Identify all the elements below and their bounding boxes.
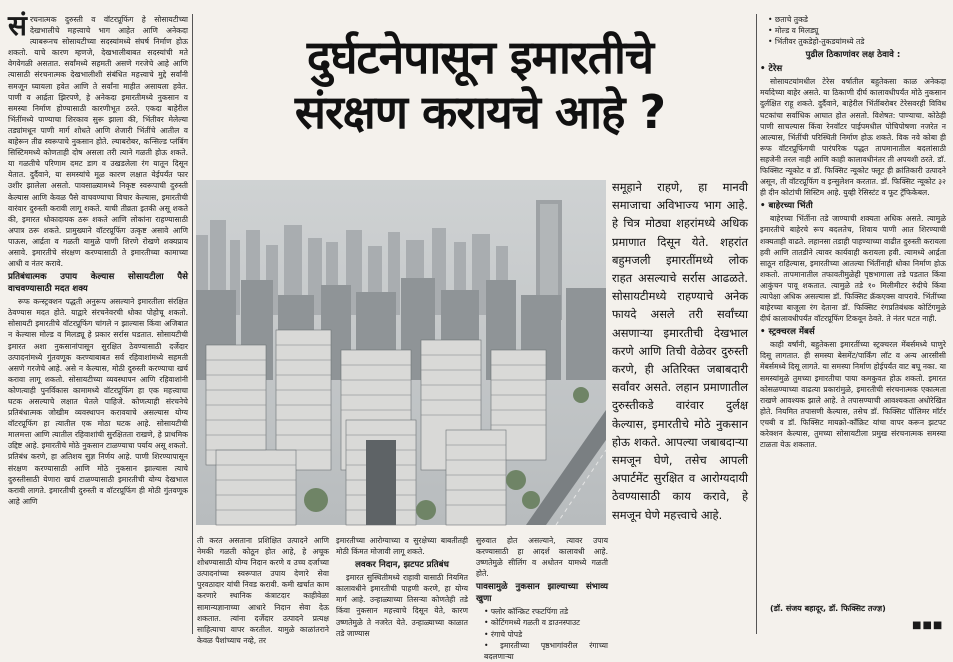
column-4-subheading: पावसामुळे नुकसान झाल्याच्या संभाव्य खुणा: [476, 582, 608, 605]
article-column-2: [197, 535, 329, 645]
column-1-paragraph-1: रचनात्मक दुरुस्ती व वॉटरप्रूफिंग हे सोसायटीच्या देखभालीचे महत्त्वाचे भाग आहेत आणि अनेकदा त्याबरूनच सोसायटीच्या सदस्यांमध्ये संघर्ष निर्माण होऊ शकतो. याचे कारण म्हणजे, देखभालीबाबत सदस्यांची मते वेगवेगळी असतात. सर्वांमध्ये सहमती असणे गरजेचे आहे आणि त्यासाठी संरचनात्मक देखभालीशी संबंधित महत्त्वाचे मुद्दे सर्वांनी समजून घ्यायला हवेत आणि ते सर्वांना माहीत असायला हवेत. पाणी व आर्द्रता झिरपणे, हे अनेकदा इमारतीमध्ये नुकसान व समस्या निर्माण होण्यासाठी कारणीभूत ठरते. एकदा बाहेरील भिंतींमध्ये पाण्याचा शिरकाव सुरू झाला की, भिंतीवर मेलेल्या तड्यांमधून पाणी मार्ग शोधते आणि शेजारी भिंतींचे आतील व बाहेरून तीव्र स्वरूपाचे नुकसान होते. ल्याबरोबर, कन्सिल्ड प्लंबिंग सिस्टिममध्ये कोणताही दोष असला तरी त्याने गळती होऊ शकते. या गळतीचे परिणाम दमट डाग व उखडलेला रंग यातून दिसून येतात. दुर्दैवाने, या समस्यांचे मूळ कारण लक्षात येईपर्यंत फार उशीर झालेला असतो. पावसाळ्यामध्ये निकृष्ट स्वरूपाची दुरुस्ती केल्यास आणि केवळ पैसे वाचवण्याचा विचार केल्यास, इमारतीची वारंवार दुरुस्ती करावी लागू शकते. याची तीव्रता इतकी असू शकते की, इमारत धोकादायक ठरू शकते आणि लोकांना राहण्यासाठी अपात्र ठरू शकते. प्रामुख्याने वॉटरप्रूफिंग उत्कृष्ट असावे आणि पाऊस, आर्द्रता व गळती यामुळे पाणी शिरणे रोखणे शक्यप्राय असावे. इमारतीचे संरक्षण करण्यासाठी ते इमारतीच्या कामाच्या आधी व नंतर करावे.: [8, 15, 188, 269]
rain-damage-signs-list: [476, 606, 608, 661]
exterior-walls-paragraph: बाहेरच्या भिंतींना तडे जाण्याची शक्यता अधिक असते. त्यामुळे इमारतीचे बाहेरचे रूप बदलतेच, शिवाय पाणी आत शिरण्याची शक्यताही वाढते. लहानसा तडाही पाहण्याच्या वाढीत दुरुस्ती करायला हवी आणि तातडीने त्यावर कार्यवाही करायला हवी. त्यामध्ये आर्द्रता साठून राहिल्यास, इमारतीच्या आतल्या भिंतींनाही धोका निर्माण होऊ शकतो. तापमानातील तफावतीमुळेही पृष्ठभागाला तडे पडतात किंवा आकुंचन पावू शकतात. त्यामुळे तडे १० मिलीमीटर रुंदीचे किंवा त्यापेक्षा अधिक असल्यास डॉ. फिक्सिट क्रॅकएक्स वापरावे. भिंतींच्या बाहेरच्या बाजूला रंग देताना डॉ. फिक्सिट रंगप्रतिबंधक कोटिंगमुळे दीर्घ कालावधीपर्यंत वॉटरप्रूफिंग टिकवून ठेवते. ते नंतर घटत नाही.: [760, 214, 946, 324]
article-column-5: [760, 14, 946, 602]
article-column-1: [8, 9, 188, 636]
list-item: • इमारतीच्या पृष्ठभागांवरील रंगाच्या बदलणाऱ्या: [484, 640, 608, 662]
article-column-lede-continuation: [614, 540, 748, 635]
column-5-heading: पुढील ठिकाणांवर लक्ष ठेवावे :: [805, 50, 901, 61]
list-item: • भिंतीवर तुकडेहो-तुकडयांमध्ये तडे: [768, 36, 946, 47]
exterior-walls-heading: • बाहेरच्या भिंती: [760, 201, 813, 212]
end-mark: ■■■: [912, 620, 944, 631]
list-item: • छताचे तुकडे: [768, 14, 946, 25]
article-column-3: [336, 535, 468, 638]
list-item: • रंगाचे पोपडे: [484, 629, 608, 640]
column-1-subheading: प्रतिबंधात्मक उपाय केल्यास सोसायटीला पैसे वाचवण्यासाठी मदत शक्य: [8, 272, 188, 295]
list-item: • कोटिंगमध्ये गळती व डाउनस्पाउट: [484, 617, 608, 628]
byline: (डॉ. संजय बहादूर, डॉ. फिक्सिट तज्ज्ञ): [770, 604, 886, 613]
headline-line-2: संरक्षण करायचे आहे ?: [294, 85, 666, 139]
headline-line-1: दुर्घटनेपासून इमारतीचे: [306, 30, 654, 84]
problem-signs-list: [760, 14, 946, 47]
terrace-heading: • टेरेस: [760, 64, 783, 75]
article-column-4: [476, 535, 608, 661]
structural-members-paragraph: काही वर्षांनी, बहुतेकसा इमारतींच्या स्ट्रक्चरल मेंबर्समध्ये घाणुरे दिसू लागतात. ही समस्या बेसमेंट/पार्किंग लॉट व अन्य आरसीसी मेंबर्समध्ये दिसू लागते. या समस्या निर्माण होईपर्यंत वाट बघू नका. या समस्यांमुळे तुमच्या इमारतीचा पाया कमकुवत होऊ शकतो. इमारत कोसळण्याच्या वाढत्या प्रकारांमुळे, इमारतीची संरचनात्मक एकात्मता राखणे आवश्यक झाले आहे. ते तपासण्याची आवश्यकता अधोरेखित होते. नियमित तपासणी केल्यास, तसेच डॉ. फिक्सिट पॉलिमर मॉर्टर एचबी व डॉ. फिक्सिट मायक्रो-कॉंक्रिट यांचा वापर करून झटपट करेक्शन केल्यास, तुमच्या सोसायटीला प्रमुख संरचनात्मक समस्या टाळता येऊ शकतात.: [760, 340, 946, 450]
structural-members-heading: • स्ट्रक्चरल मेंबर्स: [760, 327, 815, 338]
list-item: • मोल्ड व मिलड्यू: [768, 25, 946, 36]
column-4-intro: सुरुवात होत असल्याने, त्यावर उपाय करण्यासाठी हा आदर्श कालावधी आहे. उष्णतेमुळे सीलिंग व अधोतन यामध्ये गळती होते.: [476, 536, 608, 579]
list-item: • फ्लोर कॉन्क्रिट रफटपिंगा तडे: [484, 606, 608, 617]
column-divider: [756, 14, 757, 634]
column-divider: [192, 14, 193, 634]
lede-paragraph: समूहाने राहणे, हा मानवी समाजाचा अविभाज्य भाग आहे. हे चित्र मोठ्या शहरांमध्ये अधिक प्रमाणात दिसून येते. शहरांत बहुमजली इमारतींमध्ये लोक राहत असल्याचे सर्रास आढळते. सोसायटीमध्ये राहण्याचे अनेक फायदे असले तरी सर्वांच्या असणाऱ्या इमारतीची देखभाल करणे आणि तिची वेळेवर दुरुस्ती करणे, ही अतिरिक्त जबाबदारी सर्वांवर असते. लहान प्रमाणातील दुरुस्तीकडे वारंवार दुर्लक्ष केल्यास, इमारतीचे मोठे नुकसान होऊ शकते. आपल्या जबाबदाऱ्या समजून घेणे, तसेच आपली अपार्टमेंट सुरक्षित व आरोग्यदायी ठेवण्यासाठी काय करावे, हे समजून घेणे महत्त्वाचे आहे.: [612, 180, 748, 522]
column-2-paragraph: ती करत असताना प्रशिक्षित उत्पादने आणि नेमकी गळती कोठून होत आहे, हे अचूक शोधण्यासाठी योग्य निदान करणे व उच्च दर्जाच्या उत्पादनांच्या स्वरूपात उपाय देणारे सेवा पुरवठादार यांची निवड करावी. कमी खर्चात काम करणारे स्थानिक कंत्राटदार काहीवेळा सामान्यज्ञानाच्या आधारे निदान सेवा देऊ शकतात. त्यांना दर्जेदार उत्पादने प्रत्यक्ष साहित्याचा वापर करतील. यामुळे काळांतराने केवळ पैशांच्याच नव्हे, तर: [197, 536, 329, 645]
city-skyline-photo: [196, 180, 606, 525]
headline: [200, 30, 760, 140]
column-3-subheading: लवकर निदान, झटपट प्रतिबंध: [355, 560, 449, 571]
column-1-paragraph-2: रूफ कन्स्ट्रक्शन पद्धती अनुरूप असल्याने इमारतीला संरक्षित ठेवण्यास मदत होते. याद्वारे संरचनेवरची धोका पोहोचू शकतो. सोसायटी इमारतीचे वॉटरप्रूफिंग चांगले न झाल्यास किंवा अजिबात न केल्यास मोल्ड व मिलड्यू हे प्रकार सर्रास घडतात. सोसायटीची इमारत अशा नुकसानांपासून सुरक्षित ठेवण्यासाठी दर्जेदार उत्पादनांमध्ये गुंतवणूक करण्याबाबत सर्व रहिवाशांमध्ये सहमती असणे गरजेचे आहे. असे न केल्यास, मोठी दुरुस्ती करण्याचा खर्च करावा लागू शकतो. सोसायटीच्या व्यवस्थापन आणि रहिवाशांनी कोणत्याही पुनर्विकास कामामध्ये वॉटरप्रूफिंग हा एक महत्त्वाचा घटक असल्याचे लक्षात घेतले पाहिजे. कोणत्याही संरचनेचे प्रतिबंधात्मक जोखीम व्यवस्थापन करावयाचे असल्यास योग्य वॉटरप्रूफिंग हा त्यातील एक मोठा घटक आहे. सोसायटीची मालमत्ता आणि त्यातील रहिवाशांची सुरक्षितता राखणे, हे प्राथमिक उद्दिष्ट आहे. इमारतीचे मोठे नुकसान टाळण्याचा पर्याय असू शकतो. प्रतिबंध करणे, हा अतिशय सुज्ञ निर्णय आहे. पाणी शिरण्यापासून संरक्षण करण्यासाठी आणि मोठे नुकसान झाल्यास त्याचे दुरुस्तीसाठी येणारा खर्च टाळण्यासाठी इमारतीची योग्य देखभाल करावी लागते. इमारतीची दुरुस्ती व वॉटरप्रूफिंग ही मोठी गुंतवणूक आहे आणि: [8, 297, 188, 506]
column-3-intro: इमारतीच्या आरोग्याच्या व सुरक्षेच्या बाबतीतही मोठी किंमत मोजावी लागू शकते.: [336, 536, 468, 557]
terrace-paragraph: सोसायटयांमधील टेरेस वर्षातील बहुतेकसा काळ अनेकदा मर्यादेच्या बाहेर असते. या ठिकाणी दीर्घ कालावधीपर्यंत मोठे नुकसान दुर्लक्षित राहू शकते. दुर्दैवाने, बाहेरील भिंतींबरोबर टेरेसवरही विविध घटकांचा सर्वाधिक आघात होत असतो. विशेषत: पाण्याचा. कोठेही पाणी साचल्यास किंवा रेनवॉटर पाईपमधील पोचिपोषणा नजरेत न आल्यास, भिंतींची परिस्थिती निर्माण होऊ शकते. विक नवे कोबा ही रूफ वॉटरप्रूफिंगची पारंपरिक पद्धत तापमानातील बदलांसाठी सहजेनी तरल नाही आणि काही कालावधीनंतर ती अपयशी ठरते. डॉ. फिक्सिट न्यूकोट व डॉ. फिक्सिट न्यूकोट फ्लूट ही क्रांतिकारी उत्पादने असून, ती वॉटरप्रूफिंग व इन्सुलेशन करतात. डॉ. फिक्सिट न्यूकोट ३२ ही दीन कोटांची सिस्टिम आहे. युव्ही रेसिस्टंट व फूट ट्रॅफिकेबल.: [760, 77, 946, 198]
column-3-paragraph: इमारत सुस्थितीमध्ये राहावी यासाठी नियमित कालावधीने इमारतीची पाहणी करणे, हा योग्य मार्ग आहे. उन्हाळ्याच्या तिसऱ्या कोणतेही तडे किंवा नुकसान महत्त्वाचे दिसून येते, कारण उष्णतेमुळे ते नजरेत येते. उन्हाळ्याच्या काळात तडे जाण्यास: [336, 573, 468, 638]
drop-cap: सं: [8, 9, 27, 42]
